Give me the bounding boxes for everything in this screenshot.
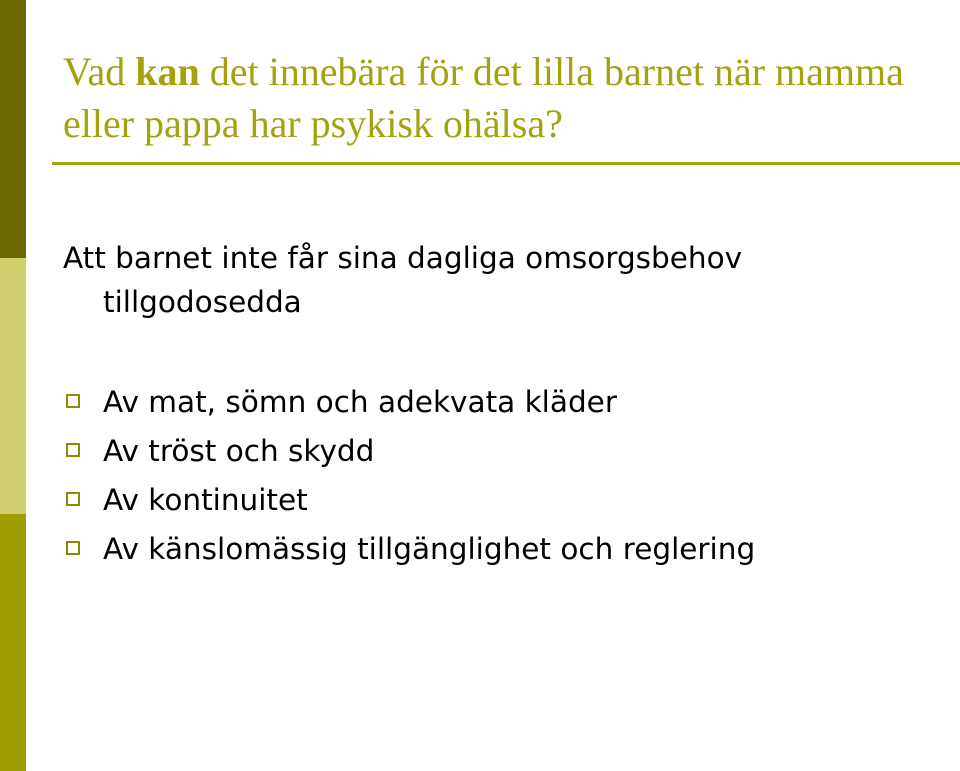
title-divider xyxy=(52,162,960,165)
list-item xyxy=(63,525,943,574)
side-bar-middle xyxy=(0,258,26,514)
list-item-text: Av känslomässig tillgänglighet och reglering xyxy=(103,532,756,566)
list-item xyxy=(63,476,943,525)
hollow-square-bullet-icon xyxy=(66,541,80,555)
intro-text xyxy=(63,236,943,324)
side-bar-bottom xyxy=(0,514,26,771)
list-item xyxy=(63,378,943,427)
intro-line-1: Att barnet inte får sina dagliga omsorgsbehov xyxy=(63,241,743,275)
list-item xyxy=(63,427,943,476)
title-part2: det innebära för det lilla barnet när mamma eller pappa har psykisk ohälsa? xyxy=(63,49,904,146)
title-part1: Vad xyxy=(63,49,136,94)
list-item-text: Av kontinuitet xyxy=(103,483,308,517)
hollow-square-bullet-icon xyxy=(66,443,80,457)
title-emphasis: kan xyxy=(135,49,200,94)
bullet-list xyxy=(63,378,943,574)
list-item-text: Av mat, sömn och adekvata kläder xyxy=(103,385,617,419)
slide-title xyxy=(63,46,943,150)
list-item-text: Av tröst och skydd xyxy=(103,434,375,468)
side-bar-top xyxy=(0,0,26,258)
hollow-square-bullet-icon xyxy=(66,394,80,408)
hollow-square-bullet-icon xyxy=(66,492,80,506)
intro-line-2: tillgodosedda xyxy=(103,285,302,319)
